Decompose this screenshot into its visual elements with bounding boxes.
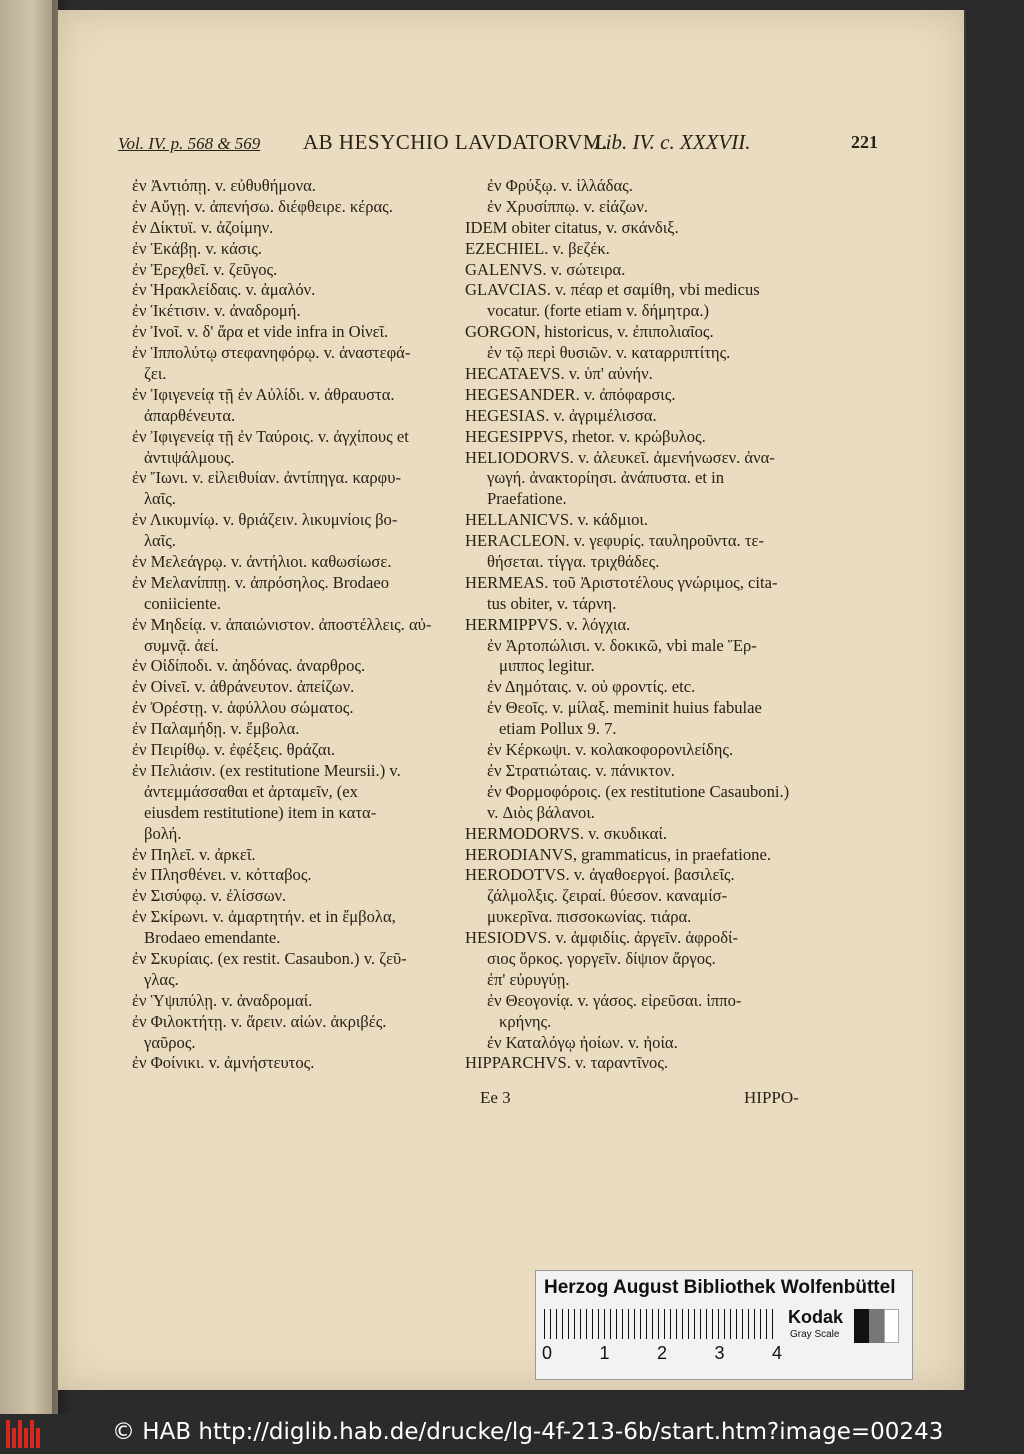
text-line: ἐν Αὔγῃ. v. ἀπενήσω. διέφθειρε. κέρας. — [132, 196, 393, 216]
text-line: HECATAEVS. v. ὑπ' αὐνήν. — [465, 364, 653, 384]
text-line: HERODOTVS. v. ἀγαθοεργοί. βασιλεῖς. — [465, 865, 735, 885]
text-line: ἐν Πειρίθῳ. v. ἐφέξεις. θράζαι. — [132, 740, 336, 760]
text-line: HIPPARCHVS. v. ταραντῖνος. — [465, 1053, 669, 1073]
text-line: ἐν Λικυμνίῳ. v. θριάζειν. λικυμνίοις βο- — [132, 510, 398, 530]
text-line: ἐν Πηλεῖ. v. ἀρκεῖ. — [132, 844, 256, 864]
text-line: ἐν Ἴωνι. v. εἰλειθυίαν. ἀντίπηγα. καρφυ- — [132, 468, 401, 488]
text-line: vocatur. (forte etiam v. δήμητρα.) — [487, 301, 710, 321]
catchword: HIPPO- — [744, 1088, 799, 1107]
text-line: HERMODORVS. v. σκυδικαί. — [465, 823, 667, 843]
text-line: ἐν Ἱππολύτῳ στεφανηφόρῳ. v. ἀναστεφά- — [132, 343, 411, 363]
running-title: AB HESYCHIO LAVDATORVM. — [303, 130, 608, 154]
text-line: HELLANICVS. v. κάδμιοι. — [465, 510, 648, 530]
text-line: ἐν Στρατιώταις. v. πάνικτον. — [487, 760, 675, 780]
left-text-column — [110, 176, 465, 1074]
text-line: ἐν Θεοῖς. v. μίλαξ. meminit huius fabulae — [487, 698, 762, 718]
text-line: ἐν Ἡρακλείδαις. v. ἀμαλόν. — [132, 280, 316, 300]
text-line: ἐν Μηδείᾳ. v. ἀπαιώνιστον. ἀποστέλλεις. αὐ- — [132, 614, 432, 634]
text-line: συμνᾷ. ἀεί. — [144, 635, 219, 655]
text-line: HELIODORVS. v. ἀλευκεῖ. ἀμενήνωσεν. ἀνα- — [465, 447, 775, 467]
ruler-number: 0 — [542, 1343, 553, 1363]
left-page-edge — [0, 0, 58, 1414]
text-line: ἐν Ὑψιπύλῃ. v. ἀναδρομαί. — [132, 990, 313, 1010]
text-line: ἐν Χρυσίππῳ. v. εἰάζων. — [487, 196, 648, 216]
text-line: HESIODVS. v. ἀμφιδίις. ἀργεῖν. ἀφροδί- — [465, 928, 739, 948]
gray-swatch — [854, 1309, 869, 1343]
gray-scale-label: Gray Scale — [790, 1329, 840, 1340]
text-line: ἐν Ἀρτοπώλισι. v. δοκικῶ, vbi male Ἕρ- — [487, 635, 757, 655]
text-line: γωγή. ἀνακτορίησι. ἀνάπυστα. et in — [487, 468, 725, 488]
text-line: HEGESIAS. v. ἀγριμέλισσα. — [465, 405, 657, 425]
scale-ruler — [544, 1309, 774, 1339]
text-line: ἐν Πλησθένει. v. κότταβος. — [132, 865, 312, 885]
text-line: βολή. — [144, 823, 182, 843]
volume-reference: Vol. IV. p. 568 & 569 — [118, 134, 261, 153]
text-line: ἀντιψάλμους. — [144, 447, 235, 467]
text-line: GALENVS. v. σώτειρα. — [465, 259, 626, 279]
text-line: ἐν Δημόταις. v. οὐ φροντίς. etc. — [487, 677, 696, 697]
ruler-number: 3 — [714, 1343, 725, 1363]
text-line: γαῦρος. — [144, 1032, 196, 1052]
text-line: ἐν Θεογονίᾳ. v. γάσος. εἰρεῦσαι. ἱππο- — [487, 990, 742, 1010]
text-line: coniiciente. — [144, 593, 221, 613]
text-line: ἐν Ἰνοῖ. v. δ' ἄρα et vide infra in Οἰνεῖ. — [132, 322, 389, 342]
text-line: ἐν Ἰφιγενείᾳ τῇ ἐν Αὐλίδι. v. ἀθραυστα. — [132, 384, 395, 404]
text-line: HERODIANVS, grammaticus, in praefatione. — [465, 844, 771, 864]
text-line: ἐν Φιλοκτήτῃ. v. ἄρειν. αἰών. ἀκριβές. — [132, 1011, 387, 1031]
text-line: ἐπ' εὐρυγύῃ. — [487, 969, 570, 989]
ruler-number: 1 — [599, 1343, 610, 1363]
text-line: ἐν Ἑκάβῃ. v. κάσις. — [132, 238, 262, 258]
text-line: ἐν Παλαμήδῃ. v. ἔμβολα. — [132, 719, 300, 739]
text-line: IDEM obiter citatus, v. σκάνδιξ. — [465, 217, 679, 237]
text-line: ἐν Οἰδίποδι. v. ἀηδόνας. ἀναρθρος. — [132, 656, 366, 676]
text-line: ζάλμολξις. ζειραί. θύεσον. καναμίσ- — [487, 886, 728, 906]
text-line: HERMEAS. τοῦ Ἀριστοτέλους γνώριμος, cita- — [465, 572, 778, 592]
text-line: ἐν Πελιάσιν. (ex restitutione Meursii.) v. — [132, 760, 401, 780]
text-line: ἐν Φορμοφόροις. (ex restitutione Casauboni.) — [487, 781, 790, 801]
text-line: HEGESANDER. v. ἀπόφαρσις. — [465, 384, 676, 404]
text-line: HERACLEON. v. γεφυρίς. ταυληροῦντα. τε- — [465, 531, 764, 551]
text-line: ἀπαρθένευτα. — [144, 405, 236, 425]
text-line: HEGESIPPVS, rhetor. v. κρώβυλος. — [465, 426, 706, 446]
text-line: eiusdem restitutione) item in κατα- — [144, 802, 377, 822]
text-line: θήσεται. τίγγα. τριχθάδες. — [487, 552, 660, 572]
text-line: Brodaeo emendante. — [144, 928, 281, 948]
ruler-number: 2 — [656, 1343, 667, 1363]
signature-mark: Ee 3 — [480, 1088, 511, 1107]
gray-swatch — [869, 1309, 884, 1343]
text-line: ἐν Ἱκέτισιν. v. ἀναδρομή. — [132, 301, 301, 321]
text-line: σιος ὅρκος. γοργεῖν. δίψιον ἄργος. — [487, 948, 716, 968]
text-line: ζει. — [144, 364, 167, 384]
bottom-bar — [0, 1414, 1024, 1454]
kodak-brand: Kodak — [788, 1307, 844, 1327]
page-number: 221 — [851, 132, 878, 152]
color-target-card — [535, 1270, 913, 1380]
text-line: etiam Pollux 9. 7. — [499, 719, 617, 739]
gray-swatch — [884, 1309, 899, 1343]
text-line: λαῖς. — [144, 489, 176, 509]
text-line: Praefatione. — [487, 489, 567, 509]
text-line: ἐν Ἐρεχθεῖ. v. ζεῦγος. — [132, 259, 278, 279]
text-line: ἐν Καταλόγῳ ἠοίων. v. ἠοία. — [487, 1032, 678, 1052]
text-line: ἐν Ἀντιόπῃ. v. εὐθυθήμονα. — [132, 176, 316, 195]
text-line: EZECHIEL. v. βεζέκ. — [465, 238, 610, 258]
text-line: ἀντεμμάσσαθαι et ἀρταμεῖν, (ex — [144, 781, 358, 801]
gray-swatches — [854, 1309, 899, 1343]
text-line: v. Διὸς βάλανοι. — [487, 802, 595, 822]
text-line: tus obiter, v. τάρνη. — [487, 593, 617, 613]
text-line: ἐν Σισύφῳ. v. ἐλίσσων. — [132, 886, 287, 906]
text-line: ἐν Δίκτυϊ. v. ἀζοίμην. — [132, 217, 274, 237]
text-line: ἐν Οἰνεῖ. v. ἀθράνευτον. ἀπείζων. — [132, 677, 355, 697]
hab-logo-icon — [6, 1420, 46, 1448]
running-header — [118, 128, 888, 164]
target-title: Herzog August Bibliothek Wolfenbüttel — [544, 1277, 896, 1298]
text-line: ἐν Μελεάγρῳ. v. ἀντήλιοι. καθωσίωσε. — [132, 552, 392, 572]
text-line: λαῖς. — [144, 531, 176, 551]
text-line: HERMIPPVS. v. λόγχια. — [465, 614, 631, 634]
text-line: γλας. — [144, 969, 179, 989]
text-line: ἐν Φρύξῳ. v. ἰλλάδας. — [487, 176, 633, 195]
text-line: ἐν Ἰφιγενείᾳ τῇ ἐν Ταύροις. v. ἀγχίπους et — [132, 426, 409, 446]
text-line: ἐν Μελανίππῃ. v. ἀπρόσηλος. Brodaeo — [132, 572, 389, 592]
text-line: ἐν Σκυρίαις. (ex restit. Casaubon.) v. ζεῦ- — [132, 948, 407, 968]
ruler-numbers — [542, 1343, 782, 1364]
text-line: GORGON, historicus, v. ἐπιπολιαῖος. — [465, 322, 714, 342]
ruler-number: 4 — [771, 1343, 782, 1363]
text-line: ἐν Σκίρωνι. v. ἀμαρτητήν. et in ἔμβολα, — [132, 907, 396, 927]
text-line: μυκερῖνα. πισσοκωνίας. τιάρα. — [487, 907, 692, 927]
text-line: ἐν Φοίνικι. v. ἀμνήστευτος. — [132, 1053, 315, 1073]
text-line: ἐν Ὀρέστῃ. v. ἀφύλλου σώματος. — [132, 698, 354, 718]
liber-reference: Lib. IV. c. XXXVII. — [594, 130, 751, 154]
text-line: GLAVCIAS. v. πέαρ et σαμίθη, vbi medicus — [465, 280, 760, 300]
right-text-column — [465, 176, 825, 1074]
copyright-link[interactable]: © HAB http://diglib.hab.de/drucke/lg-4f-213-6b/start.htm?image=00243 — [112, 1419, 944, 1445]
text-line: ἐν Κέρκωψι. v. κολακοφορονιλείδης. — [487, 740, 734, 760]
text-line: κρήνης. — [499, 1011, 552, 1031]
text-line: μιππος legitur. — [499, 656, 595, 676]
text-line: ἐν τῷ περὶ θυσιῶν. v. καταρριπτίτης. — [487, 343, 731, 363]
